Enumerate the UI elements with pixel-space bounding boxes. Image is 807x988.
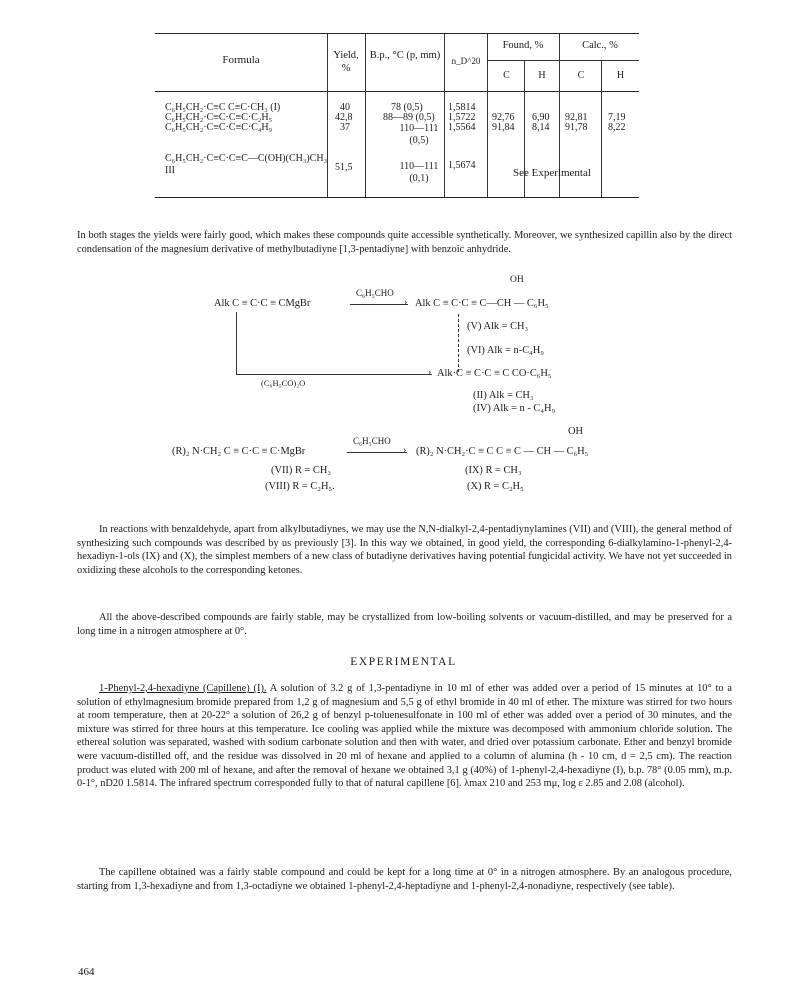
table-header-rule — [155, 91, 639, 92]
scheme1-dashed-line — [458, 314, 459, 372]
row2-bp: 88—89 (0,5) — [383, 112, 435, 123]
scheme2-arrowhead: › — [403, 445, 407, 456]
row3-bp — [389, 123, 449, 147]
paragraph-5: The capillene obtained was a fairly stable compound and could be kept for a long time at 0° in a nitrogen atmosphere. By an analogous procedure, starting from 1,3-hexadiyne and from 1,3-octadiyne we obtained 1-phenyl-2,4-heptadiyne and 1-phenyl-2,4-nonadiyne, respectively (see table). — [77, 867, 732, 892]
row1-bp: 78 (0,5) — [391, 102, 423, 113]
row4-bp — [389, 161, 449, 185]
col-divider — [487, 34, 488, 197]
row2-formula: C₆H₅CH₂·C≡C·C≡C·C₂H₅ — [165, 112, 273, 123]
scheme2-viii: (VIII) R = C₂H₅. — [265, 481, 335, 492]
row4-yield: 51,5 — [335, 162, 353, 173]
paragraph-1: In both stages the yields were fairly good, which makes these compounds quite accessible synthetically. Moreover, we synthesized capillin also by the direct condensation of the magnesium derivative of methylbutadiyne [1,3-pentadiyne] with benzoic anhydride. — [77, 230, 732, 255]
header-nd: n_D^20 — [451, 56, 481, 66]
row4-see-experimental: See Experimental — [513, 167, 591, 179]
row2-calc-h: 7,19 — [608, 112, 626, 123]
section-title-experimental: EXPERIMENTAL — [350, 656, 457, 668]
row4-nd: 1,5674 — [448, 160, 476, 171]
row1-formula: C₆H₅CH₂·C≡C C≡C·CH₃ (I) — [165, 102, 281, 113]
header-found: Found, % — [502, 40, 544, 51]
scheme1-arrowhead-bottom: › — [428, 367, 432, 378]
row3-formula: C₆H₅CH₂·C≡C·C≡C·C₄H₉ — [165, 122, 273, 133]
scheme1-ketone: Alk·C ≡ C·C ≡ C CO·C₆H₅ — [437, 368, 552, 379]
header-bp: B.p., °C (p, mm) — [369, 50, 441, 61]
header-yield: Yield, % — [333, 50, 359, 74]
header-formula: Formula — [222, 54, 260, 66]
paragraph-3: All the above-described compounds are fairly stable, may be crystallized from low-boiling solvents or vacuum-distilled, and may be preserved for a long time in a nitrogen atmosphere at 0°. — [77, 612, 732, 637]
scheme1-product-oh: OH — [510, 275, 524, 285]
paragraph-4-body: A solution of 3.2 g of 1,3-pentadiyne in 10 ml of ether was added over a period of 15 minutes at 10° to a solution of ethylmagnesium bromide prepared from 1,2 g of magnesium and 5,5 g of ethyl bromide in 40 ml of ether. The mixture was stirred for two hours at room temperature, then at 20-22° a solution of 26,2 g of benzyl p-toluenesulfonate in 100 ml of ether was added over a period of 30 minutes, and the mixture was stirred for three hours at this temperature. Ice cooling was applied while the mixture was decomposed with ammonium chloride solution. The ethereal solution was separated, washed with sodium carbonate solution and then with water, and dried over potassium carbonate. Ether and benzyl bromide were vacuum-distilled off, and the residue was dissolved in 20 ml of hexane and applied to a column of alumina (h - 10 cm, d = 2,5 cm). The reaction product was eluted with 200 ml of hexane, and after the removal of hexane we obtained 3,1 g (40%) of 1-phenyl-2,4-hexadiyne (I), b.p. 78° (0.05 mm), m.p. 0-1°, nD20 1.5814. The infrared spectrum corresponded fully to that of natural capillene [6]. λmax 210 and 253 mμ, log ε 2.85 and 2.08 (alcohol). — [77, 683, 732, 790]
scheme2-x: (X) R = C₂H₅ — [467, 481, 524, 492]
scheme1-ii: (II) Alk = CH₃ — [473, 390, 534, 401]
col-divider — [365, 34, 366, 197]
scheme2-reagent: C₆H₅CHO — [353, 436, 391, 446]
row2-yield: 42,8 — [335, 112, 353, 123]
scheme1-bottom-line — [236, 374, 432, 375]
row3-found-c: 91,84 — [492, 122, 515, 133]
row2-nd: 1,5722 — [448, 112, 476, 123]
scheme2-ix: (IX) R = CH₃ — [465, 465, 522, 476]
row3-bp-text: 110—111 (0,5) — [399, 123, 439, 146]
header-found-h: H — [538, 70, 546, 81]
paragraph-4 — [77, 682, 732, 791]
row1-yield: 40 — [340, 102, 350, 113]
scheme1-product: Alk C ≡ C·C ≡ C—CH — C₆H₅ — [415, 298, 549, 309]
scheme2-product: (R)₂ N·CH₂·C ≡ C C ≡ C — CH — C₆H₅ — [416, 446, 589, 457]
page-number: 464 — [78, 966, 95, 978]
header-calc: Calc., % — [582, 40, 618, 51]
scheme2-product-oh: OH — [568, 426, 584, 437]
scheme1-v: (V) Alk = CH₃ — [467, 321, 529, 332]
table-top-rule — [155, 33, 639, 34]
scheme1-arrow-top — [350, 304, 408, 305]
row1-nd: 1,5814 — [448, 102, 476, 113]
header-found-c: C — [503, 70, 510, 81]
scheme2-start: (R)₂ N·CH₂ C ≡ C·C ≡ C·MgBr — [172, 446, 306, 457]
scheme1-arrowhead-top: › — [404, 297, 408, 308]
scheme2-arrow — [347, 452, 407, 453]
header-calc-h: H — [616, 70, 625, 81]
row2-calc-c: 92,81 — [565, 112, 588, 123]
row4-bp-text: 110—111 (0,1) — [399, 161, 439, 184]
paragraph-4-heading: 1-Phenyl-2,4-hexadiyne (Capillene) (I). — [99, 683, 267, 694]
row4-formula: C₆H₅CH₂·C≡C·C≡C—C(OH)(CH₃)CH₃ III — [165, 153, 328, 176]
scheme1-left-line — [236, 312, 237, 374]
scheme1-reagent-top: C₆H₅CHO — [356, 288, 394, 298]
scheme1-start: Alk C ≡ C·C ≡ CMgBr — [214, 298, 311, 309]
row2-found-h: 6,90 — [532, 112, 550, 123]
row3-yield: 37 — [340, 122, 350, 133]
scheme1-iv: (IV) Alk = n - C₄H₉ — [473, 403, 556, 414]
row3-calc-c: 91,78 — [565, 122, 588, 133]
table-bottom-rule — [155, 197, 639, 198]
row2-found-c: 92,76 — [492, 112, 515, 123]
scheme1-vi: (VI) Alk = n-C₄H₉ — [467, 345, 544, 356]
row3-found-h: 8,14 — [532, 122, 550, 133]
row3-nd: 1,5564 — [448, 122, 476, 133]
subheader-rule — [487, 60, 639, 61]
paragraph-2: In reactions with benzaldehyde, apart from alkylbutadiynes, we may use the N,N-dialkyl-2,4-pentadiynylamines (VII) and (VIII), the general method of synthesizing such compounds was described by us previously [3]. In this way we obtained, in good yield, the corresponding 6-dialkylamino-1-phenyl-2,4-hexadiyn-1-ols (IX) and (X), the simplest members of a new class of butadiyne derivatives having potential fungicidal activity. We have not yet succeeded in oxidizing these alcohols to the corresponding ketones. — [77, 524, 732, 576]
scheme2-vii: (VII) R = CH₃ — [271, 465, 331, 476]
row3-calc-h: 8,22 — [608, 122, 626, 133]
header-calc-c: C — [577, 70, 585, 81]
scheme1-reagent-bottom: (C₆H₅CO)₂O — [261, 378, 306, 388]
